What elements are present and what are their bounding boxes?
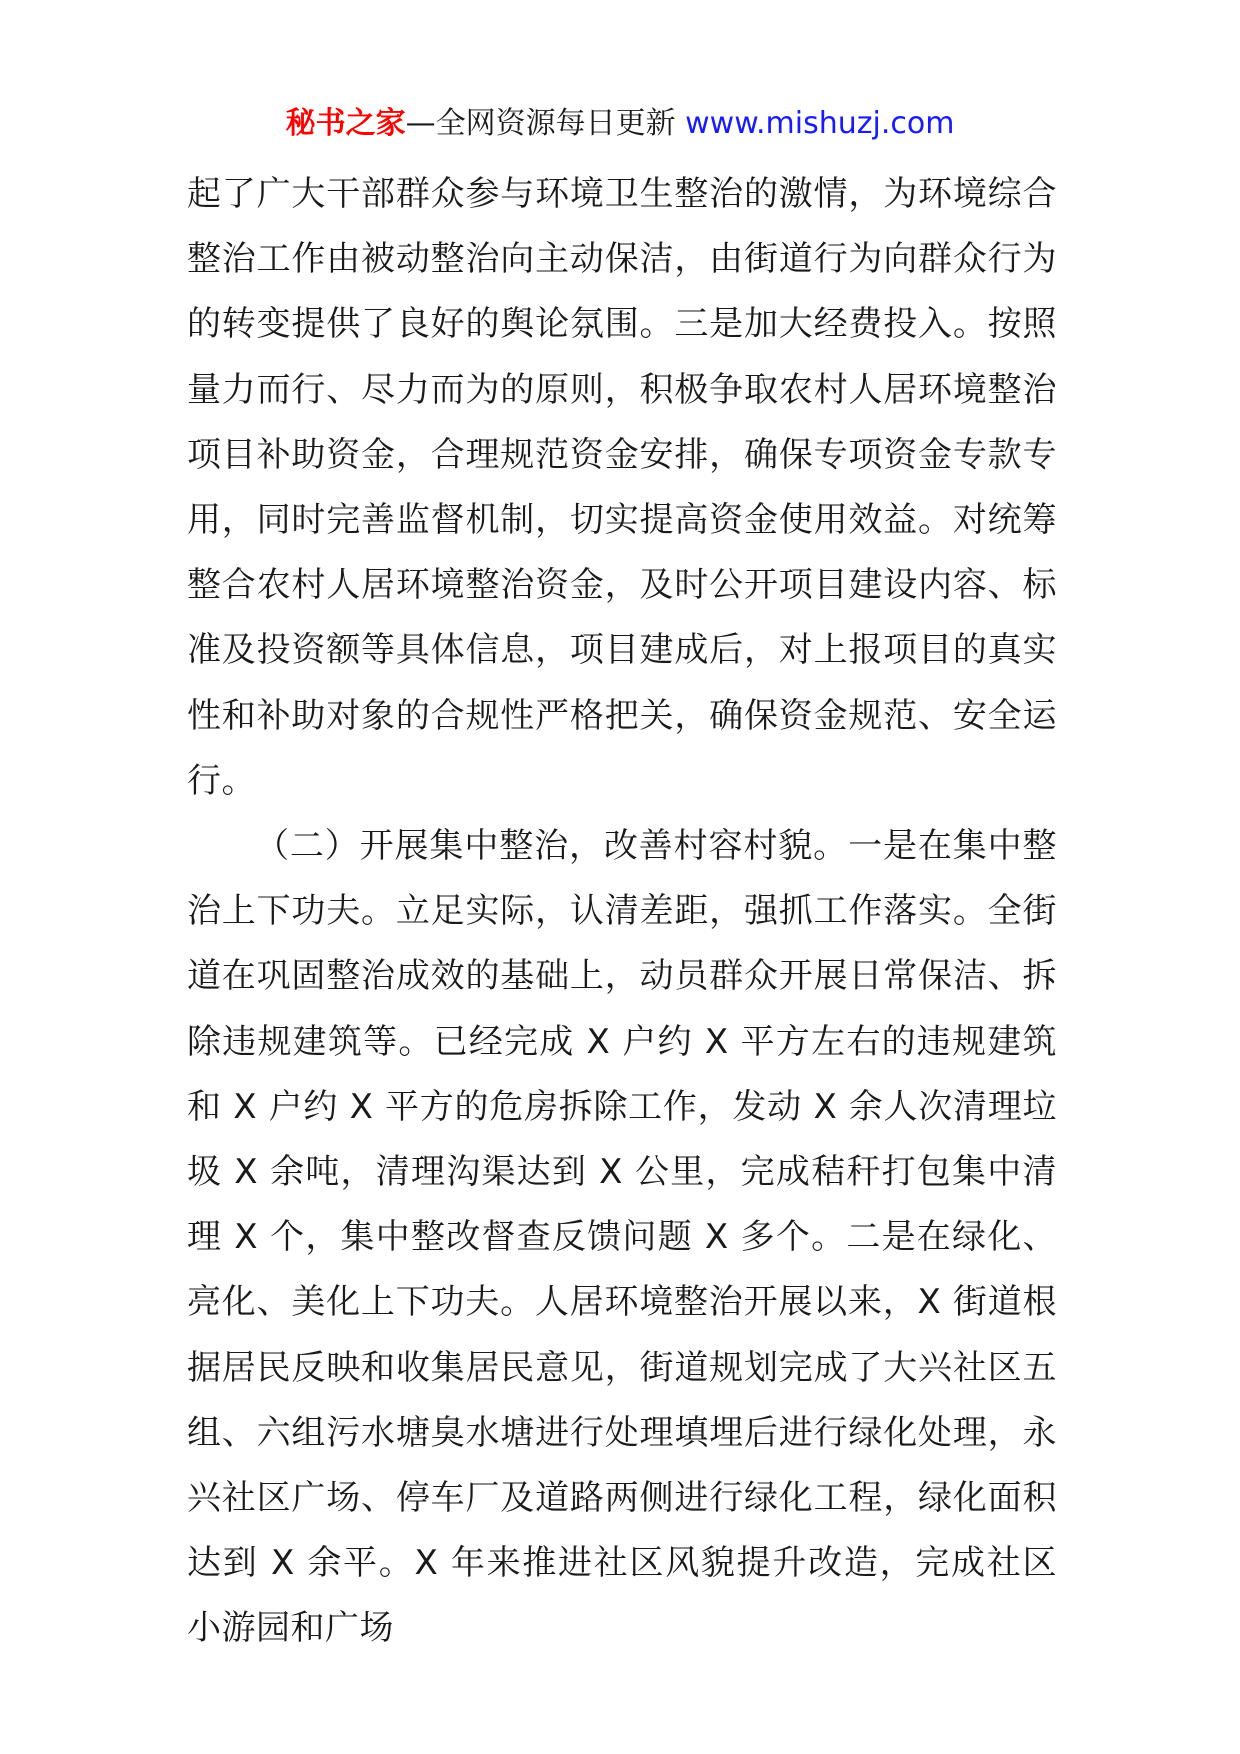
site-url-link[interactable]: www.mishuzj.com [685,106,955,141]
paragraph-section-two: （二）开展集中整治，改善村容村貌。一是在集中整治上下功夫。立足实际，认清差距，强抓工作落实。全街道在巩固整治成效的基础上，动员群众开展日常保洁、拆除违规建筑等。已经完成 X 户约 X 平方左右的违规建筑和 X 户约 X 平方的危房拆除工作，发动 X 余人次清理垃圾 X 余吨，清理沟渠达到 X 公里，完成秸秆打包集中清理 X 个，集中整改督查反馈问题 X 多个。二是在绿化、亮化、美化上下功夫。人居环境整治开展以来，X 街道根据居民反映和收集居民意见，街道规划完成了大兴社区五组、六组污水塘臭水塘进行处理填埋后进行绿化处理，永兴社区广场、停车厂及道路两侧进行绿化工程，绿化面积达到 X 余平。X 年来推进社区风貌提升改造，完成社区小游园和广场 [187,826,1057,1649]
paragraph-continued: 起了广大干部群众参与环境卫生整治的激情，为环境综合整治工作由被动整治向主动保洁，由街道行为向群众行为的转变提供了良好的舆论氛围。三是加大经费投入。按照量力而行、尽力而为的原则，积极争取农村人居环境整治项目补助资金，合理规范资金安排，确保专项资金专款专用，同时完善监督机制，切实提高资金使用效益。对统筹整合农村人居环境整治资金，及时公开项目建设内容、标准及投资额等具体信息，项目建成后，对上报项目的真实性和补助对象的合规性严格把关，确保资金规范、安全运行。 [187,174,1057,801]
header-tagline: —全网资源每日更新 [405,106,676,141]
brand-name: 秘书之家 [285,106,406,141]
document-body [187,162,1057,1662]
site-header [0,102,1240,146]
